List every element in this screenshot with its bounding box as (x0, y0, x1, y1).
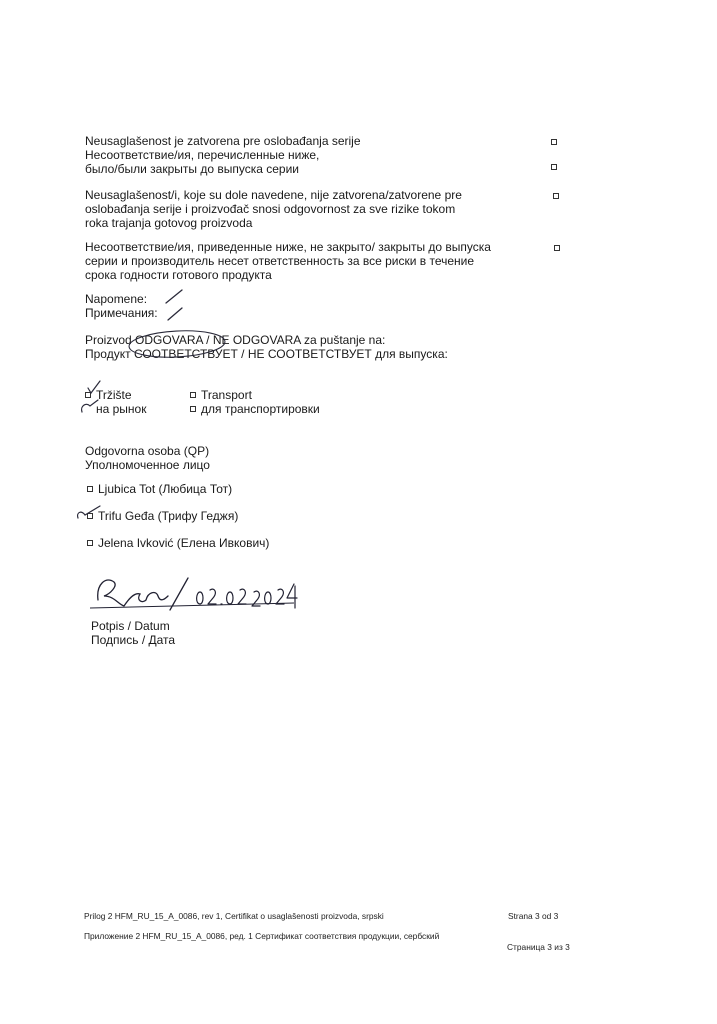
remarks-label-sr: Napomene: (85, 292, 148, 306)
release-line-sr: Proizvod ODGOVARA / NE ODGOVARA za puštanje na: (85, 333, 386, 347)
option-market-ru[interactable]: на рынок (96, 402, 147, 416)
checkmark-icon (78, 376, 108, 418)
signature-label-sr: Potpis / Datum (91, 619, 170, 633)
release-line-ru: Продукт СООТВЕТСТВУЕТ / НЕ СООТВЕТСТВУЕТ для выпуска: (85, 347, 448, 361)
checkbox-qp-ivkovic[interactable] (87, 540, 93, 546)
qp-person-ivkovic[interactable]: Jelena Ivković (Елена Ивкович) (87, 536, 269, 550)
remarks-label-ru: Примечания: (85, 306, 158, 320)
statement-line: Несоответствие/ия, перечисленные ниже, (85, 148, 320, 162)
release-option-conforms-sr: ODGOVARA (135, 333, 203, 347)
statement-nonconformity-open-sr (85, 188, 462, 230)
qp-title-sr: Odgovorna osoba (QP) (85, 444, 210, 458)
footer-doc-sr: Prilog 2 HFM_RU_15_A_0086, rev 1, Certifikat o usaglašenosti proizvoda, srpski (84, 911, 384, 922)
statement-nonconformity-open-ru (85, 240, 491, 282)
footer-doc-ru: Приложение 2 HFM_RU_15_A_0086, ред. 1 Сертификат соответствия продукции, сербский (84, 931, 440, 942)
option-market-sr[interactable]: Tržište (85, 388, 132, 402)
statement-line: серии и производитель несет ответственность за все риски в течение (85, 254, 475, 268)
qp-person-geda[interactable]: Trifu Geđa (Трифу Геджя) (87, 509, 238, 523)
checkbox-closed-ru[interactable] (551, 164, 557, 170)
statement-nonconformity-closed (85, 134, 361, 176)
signature-label-ru: Подпись / Дата (91, 633, 176, 647)
checkbox-transport-ru[interactable] (190, 406, 196, 412)
checkbox-transport[interactable] (190, 392, 196, 398)
release-option-conforms-ru: СООТВЕТСТВУЕТ (133, 347, 238, 361)
qp-title-ru: Уполномоченное лицо (85, 458, 210, 472)
option-transport-ru[interactable]: для транспортировки (190, 402, 320, 416)
remarks-dash-marks (160, 284, 190, 328)
release-option-not-conforms-ru: НЕ СООТВЕТСТВУЕТ (247, 347, 372, 361)
statement-line: roka trajanja gotovog proizvoda (85, 216, 253, 230)
hand-circle-conforms (125, 326, 240, 366)
checkbox-open-ru[interactable] (554, 245, 560, 251)
checkbox-open-sr[interactable] (553, 193, 559, 199)
statement-line: Несоответствие/ия, приведенные ниже, не закрыто/ закрыты до выпуска (85, 240, 491, 254)
release-option-not-conforms-sr: NE ODGOVARA (212, 333, 301, 347)
footer-page-ru: Страница 3 из 3 (507, 942, 570, 953)
statement-line: oslobađanja serije i proizvođač snosi odgovornost za sve rizike tokom (85, 202, 456, 216)
statement-line: срока годности готового продукта (85, 268, 272, 282)
statement-line: было/были закрыты до выпуска серии (85, 162, 300, 176)
checkmark-icon (74, 502, 108, 528)
statement-line: Neusaglašenost je zatvorena pre oslobađanja serije (85, 134, 361, 148)
statement-line: Neusaglašenost/i, koje su dole navedene, nije zatvorena/zatvorene pre (85, 188, 462, 202)
footer-page-sr: Strana 3 od 3 (508, 911, 559, 922)
checkbox-closed-sr[interactable] (551, 139, 557, 145)
option-transport-sr[interactable]: Transport (190, 388, 252, 402)
checkbox-qp-tot[interactable] (87, 486, 93, 492)
qp-person-tot[interactable]: Ljubica Tot (Любица Тот) (87, 482, 232, 496)
handwritten-signature (84, 570, 314, 620)
